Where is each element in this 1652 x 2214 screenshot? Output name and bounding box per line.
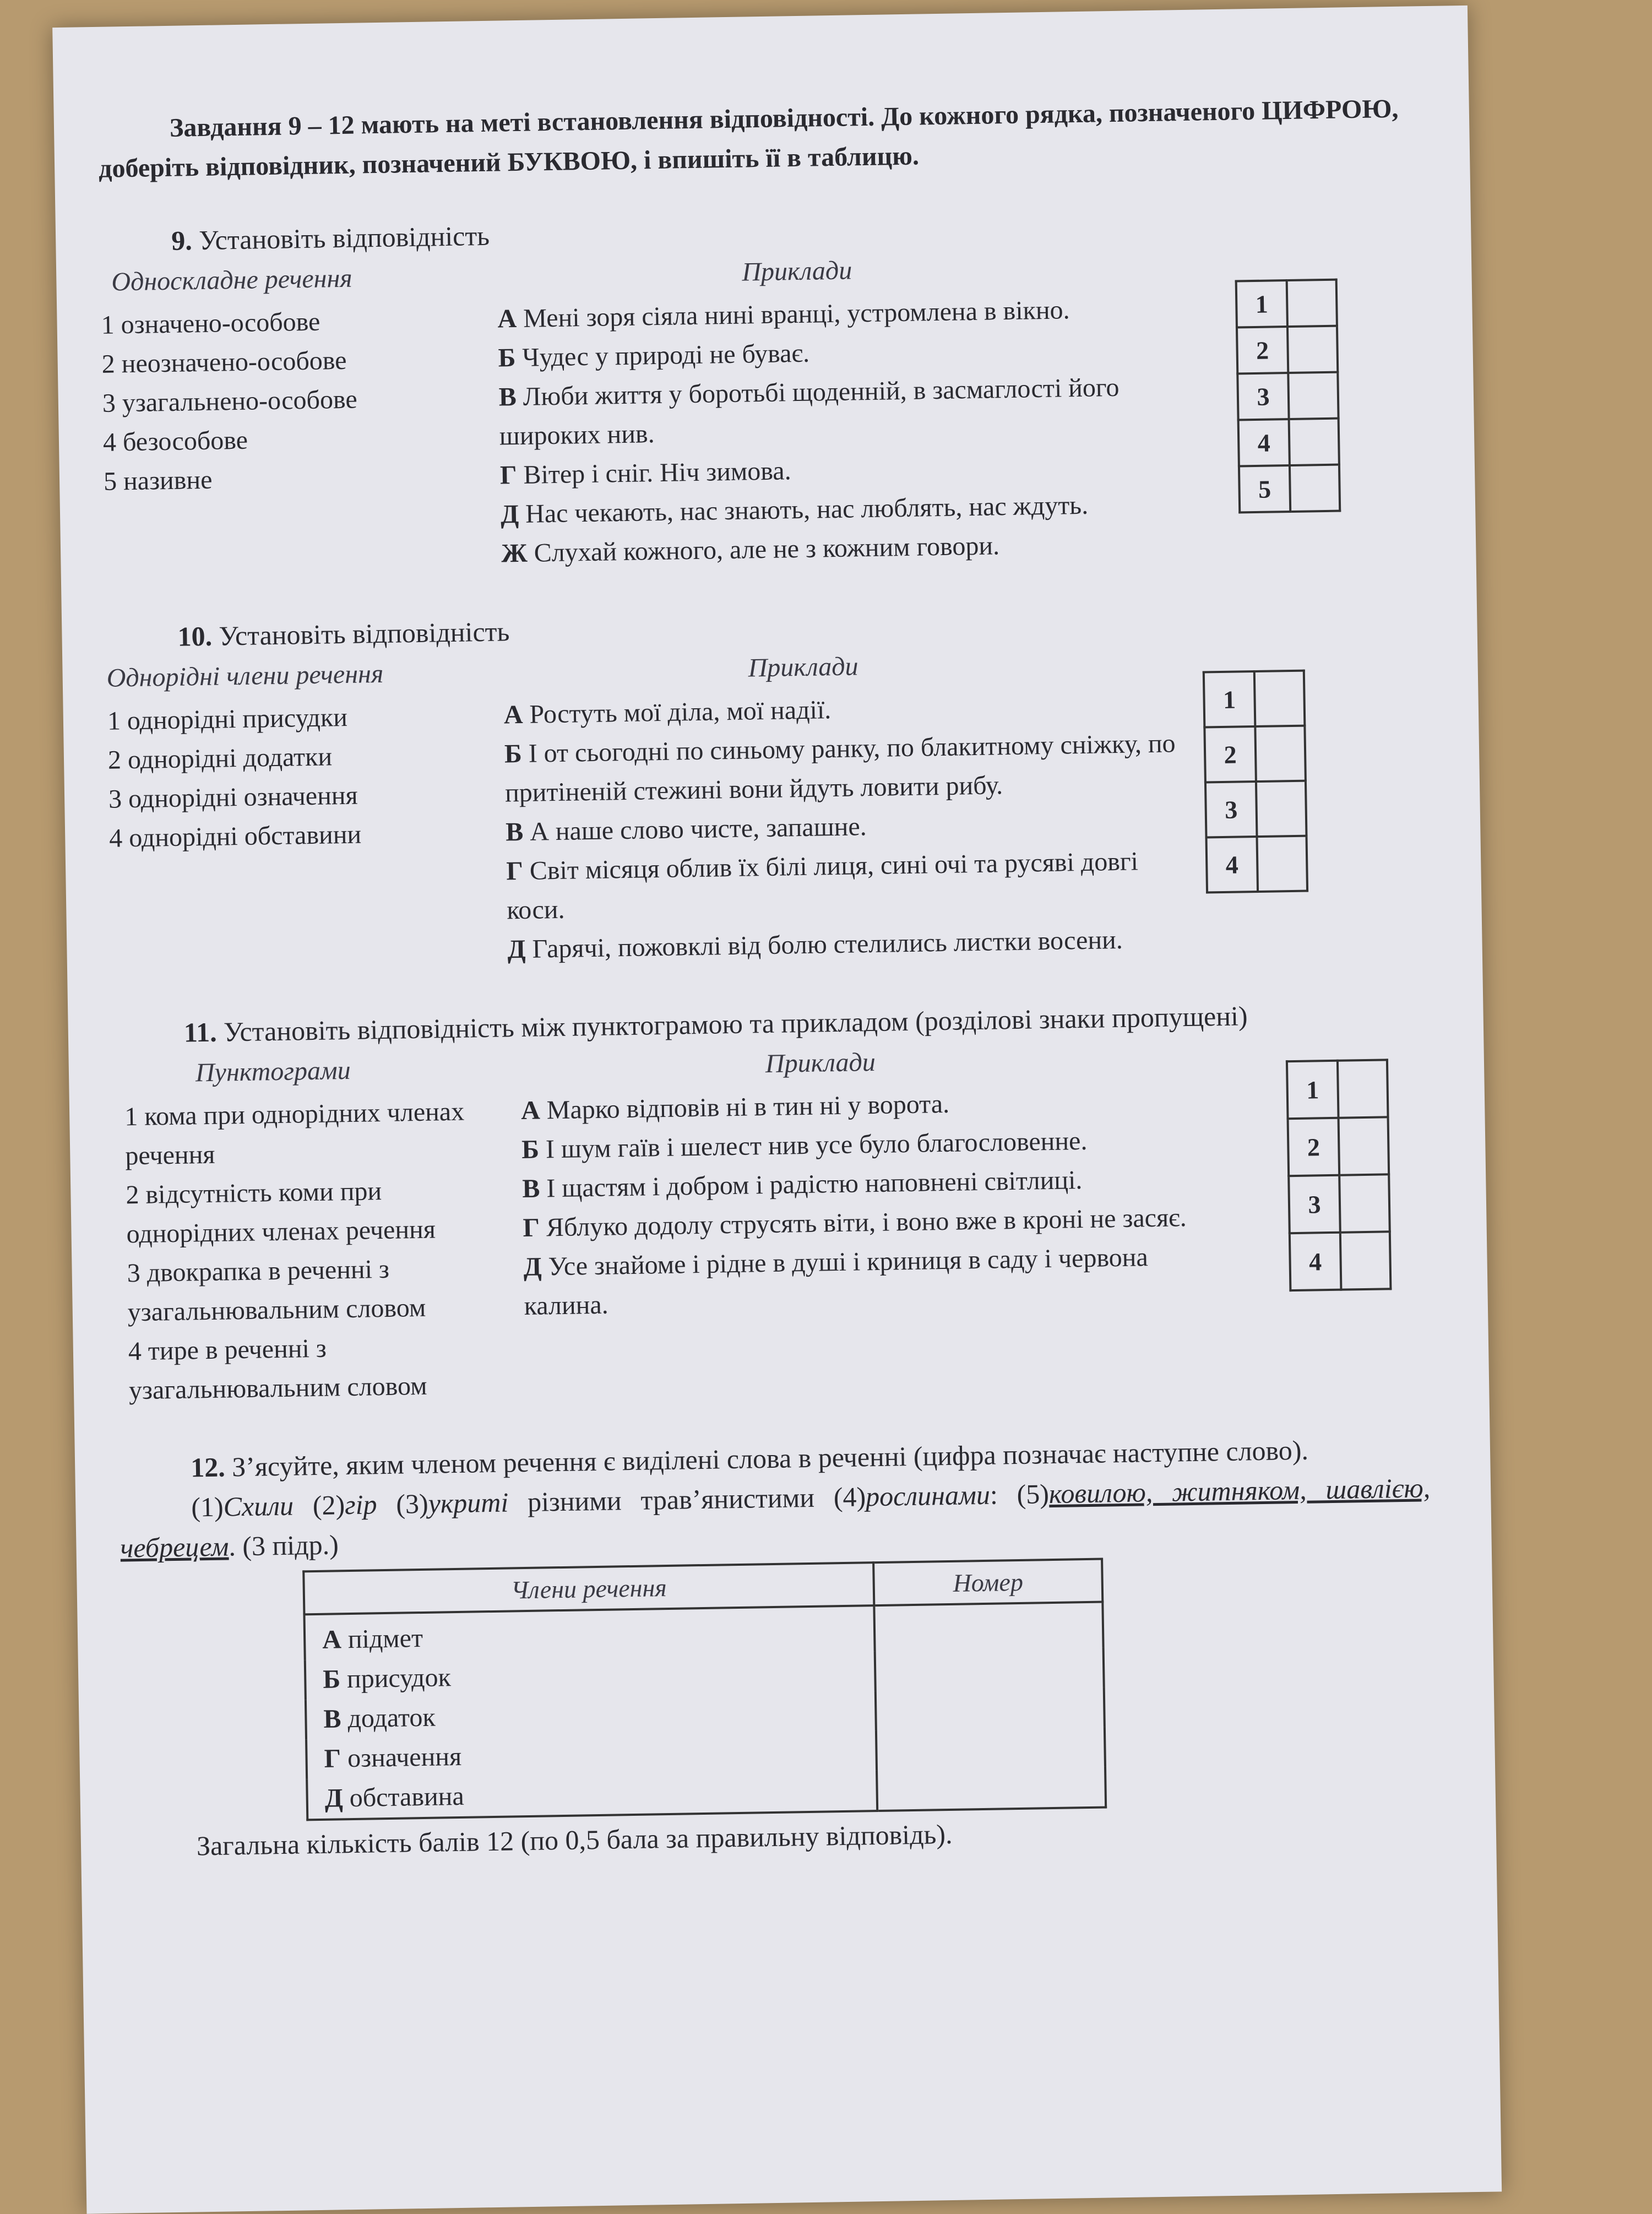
example-text: Вітер і сніг. Ніч зимова. — [523, 456, 792, 490]
example-letter: Г — [506, 856, 524, 886]
grid-number: 2 — [1288, 1118, 1340, 1176]
example — [495, 841, 1184, 930]
task-9-columns — [100, 244, 1416, 579]
example-letter: Д — [523, 1252, 542, 1282]
highlighted-word: гір — [344, 1489, 377, 1521]
left-column-heading: Однорідні члени речення — [106, 659, 384, 693]
example-letter: А — [497, 304, 517, 334]
grid-number: 3 — [1205, 782, 1257, 837]
example-letter: Б — [504, 739, 523, 769]
answer-cell[interactable] — [1290, 465, 1340, 512]
example-letter: Б — [521, 1135, 540, 1165]
grid-number: 1 — [1204, 671, 1256, 727]
task-11-columns — [113, 1036, 1429, 1410]
answer-cell[interactable] — [1256, 781, 1307, 837]
task-11-options — [113, 1051, 493, 1410]
answer-cell[interactable] — [1255, 726, 1306, 782]
highlighted-word: рослинами — [865, 1479, 991, 1512]
member-cell — [307, 1770, 877, 1820]
option: 4 безособове — [102, 425, 248, 457]
grid-number: 4 — [1290, 1233, 1341, 1290]
example-letter: Г — [523, 1213, 540, 1243]
total-score: Загальна кількість балів 12 (по 0,5 бала за правильну відповідь). — [196, 1818, 953, 1862]
example — [487, 367, 1177, 456]
option: 2 неозначено-особове — [101, 345, 347, 379]
answer-cell[interactable] — [1287, 326, 1338, 373]
example-text: І от сьогодні по синьому ранку, по блакитному сніжку, по притіненій стежині вони йдуть ловити рибу. — [504, 729, 1176, 808]
grid-number: 2 — [1237, 327, 1288, 373]
example-text: Світ місяця облив їх білі лиця, сині очі та русяві довгі коси. — [507, 846, 1139, 925]
highlighted-word: Схили — [223, 1490, 294, 1522]
example-text: Слухай кожного, але не з кожним говори. — [534, 531, 1000, 568]
task-number: 10. — [177, 620, 213, 652]
example-text: Ростуть мої діла, мої надії. — [529, 695, 832, 729]
example-letter: Д — [500, 499, 519, 529]
option: 2 однорідні додатки — [107, 742, 333, 775]
task-number: 12. — [190, 1451, 226, 1483]
row-letter: В — [323, 1704, 341, 1734]
instructions: Завдання 9 – 12 мають на меті встановлення відповідності. До кожного рядка, позначеного ЦИФРОЮ, доберіть відповідник, позначений БУКВОЮ, і впишіть її в таблицю. — [98, 94, 1399, 183]
row-label: додаток — [347, 1702, 436, 1734]
answer-cell[interactable] — [1339, 1117, 1389, 1175]
example-text: А наше слово чисте, запашне. — [529, 812, 867, 846]
option: 4 однорідні обставини — [108, 820, 362, 853]
task-10-columns — [106, 640, 1422, 975]
option: 3 однорідні означення — [108, 780, 358, 814]
example-text: Нас чекають, нас знають, нас люблять, нас ждуть. — [525, 490, 1089, 529]
sentence-tail: . (3 підр.) — [228, 1529, 339, 1562]
grid-number: 1 — [1236, 280, 1287, 327]
example-text: Усе знайоме і рідне в душі і криниця в саду і червона калина. — [524, 1242, 1149, 1321]
table-header: Номер — [873, 1559, 1102, 1606]
task-title: Установіть відповідність — [219, 616, 510, 652]
word-number: (3) — [395, 1488, 429, 1520]
row-label: означення — [347, 1741, 462, 1773]
row-letter: А — [322, 1625, 342, 1654]
task-title: З’ясуйте, яким членом речення є виділені слова в реченні (цифра позначає наступне слово). — [231, 1434, 1309, 1483]
row-label: присудок — [346, 1663, 452, 1694]
example-text: Мені зоря сіяла нині вранці, устромлена в вікно. — [523, 295, 1070, 333]
table-header: Члени речення — [303, 1562, 874, 1614]
left-column-heading: Пунктограми — [195, 1055, 351, 1088]
grid-number: 2 — [1204, 726, 1256, 782]
option: 3 узагальнено-особове — [102, 384, 358, 418]
task-11-examples — [509, 1040, 1203, 1404]
highlighted-word: укриті — [428, 1486, 509, 1519]
example-letter: Г — [499, 460, 517, 490]
worksheet-page — [52, 6, 1502, 2214]
row-label: обставина — [349, 1781, 465, 1813]
answer-cell[interactable] — [1254, 671, 1305, 726]
grid-number: 3 — [1237, 373, 1289, 420]
row-letter: Г — [324, 1744, 341, 1773]
task-title: Установіть відповідність між пунктограмою та прикладом (розділові знаки пропущені) — [223, 1000, 1248, 1048]
task-9-examples — [486, 248, 1179, 573]
option: 3 двокрапка в реченні з узагальнювальним словом — [127, 1254, 426, 1327]
right-column-heading: Приклади — [765, 1047, 876, 1079]
example-letter: В — [498, 382, 517, 412]
option: 1 однорідні присудки — [107, 702, 348, 736]
task-12 — [119, 1428, 1436, 1866]
task-9-options — [100, 259, 480, 579]
task-10-examples — [492, 644, 1185, 969]
answer-cell[interactable] — [1339, 1174, 1390, 1232]
grid-number: 4 — [1238, 419, 1290, 466]
option: 2 відсутність коми при однорідних членах речення — [126, 1176, 436, 1249]
word-number: (2) — [312, 1489, 345, 1521]
example-text: Яблуко додолу струсять віти, і воно вже в кроні не засяє. — [546, 1203, 1187, 1242]
answer-cell[interactable] — [1287, 280, 1337, 327]
row-letter: Б — [322, 1664, 341, 1694]
number-cell[interactable] — [876, 1687, 1105, 1731]
option: 1 означено-особове — [101, 307, 320, 340]
task-11 — [112, 993, 1428, 1410]
example-text: І щастям і добром і радістю наповнені світлиці. — [546, 1165, 1083, 1203]
grid-number: 5 — [1239, 465, 1290, 512]
grid-number: 3 — [1289, 1175, 1340, 1233]
option: 5 називне — [103, 465, 213, 496]
example-letter: Д — [507, 934, 526, 964]
task-number: 11. — [183, 1016, 218, 1048]
member-cell — [304, 1605, 874, 1660]
number-cell[interactable] — [877, 1767, 1106, 1811]
example-text: Марко відповів ні в тин ні у ворота. — [546, 1089, 950, 1125]
answer-cell[interactable] — [1340, 1231, 1391, 1289]
example-text: Гарячі, пожовклі від болю стелились листки восени. — [532, 925, 1123, 964]
grid-number: 4 — [1207, 837, 1258, 892]
members-table — [302, 1558, 1107, 1821]
example — [493, 724, 1182, 813]
example-letter: В — [521, 1174, 540, 1204]
highlighted-words: ковилою, житняком, шавлією, чебрецем — [120, 1472, 1431, 1564]
example-letter: Б — [498, 343, 516, 373]
row-label: підмет — [347, 1623, 423, 1654]
grid-number: 1 — [1287, 1061, 1339, 1119]
answer-cell[interactable] — [1289, 419, 1339, 465]
row-letter: Д — [324, 1783, 344, 1813]
example-text: І шум гаїв і шелест нив усе було благословенне. — [545, 1126, 1088, 1164]
sentence-punctuation: : — [990, 1479, 998, 1510]
example-text: Чудес у природі не буває. — [521, 338, 810, 372]
number-cell[interactable] — [875, 1648, 1104, 1691]
answer-grid-11 — [1286, 1059, 1392, 1292]
task-10 — [106, 597, 1422, 975]
answer-cell[interactable] — [1288, 372, 1338, 419]
word-number: (4) — [833, 1481, 866, 1513]
right-column-heading: Приклади — [748, 652, 858, 683]
left-column-heading: Односкладне речення — [111, 263, 352, 297]
number-cell[interactable] — [876, 1727, 1105, 1771]
word-number: (5) — [1017, 1478, 1050, 1510]
task-title: Установіть відповідність — [198, 220, 490, 256]
task-10-options — [106, 655, 486, 975]
worksheet-content — [98, 89, 1436, 1867]
example-letter: А — [503, 699, 523, 730]
answer-cell[interactable] — [1257, 836, 1307, 892]
answer-cell[interactable] — [1338, 1060, 1388, 1117]
number-cell[interactable] — [874, 1602, 1103, 1652]
answer-grid-9 — [1235, 279, 1341, 514]
example — [512, 1237, 1202, 1326]
example-letter: А — [520, 1095, 541, 1126]
task-number: 9. — [171, 225, 193, 256]
task-9 — [100, 202, 1416, 579]
right-column-heading: Приклади — [741, 256, 852, 287]
option: 4 тире в реченні з узагальнювальним словом — [128, 1333, 427, 1406]
sentence-text: різними трав’янистими — [527, 1482, 815, 1517]
example-letter: Ж — [501, 538, 528, 568]
option: 1 кома при однорідних членах речення — [124, 1097, 465, 1171]
example-text: Люби життя у боротьбі щоденній, в засмаглості його широких нив. — [499, 372, 1120, 451]
example-letter: В — [505, 817, 524, 847]
word-number: (1) — [191, 1491, 224, 1523]
answer-grid-10 — [1203, 670, 1308, 894]
